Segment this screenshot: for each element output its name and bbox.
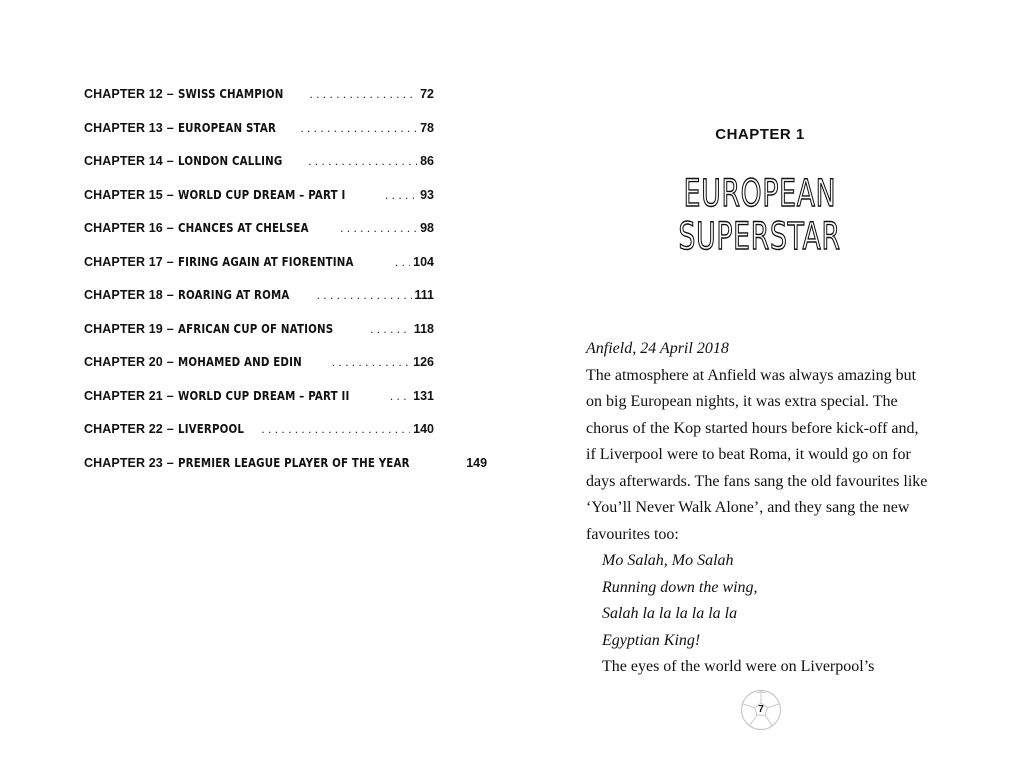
- toc-page-number: 118: [413, 321, 434, 336]
- toc-row-19: [84, 321, 434, 355]
- toc-chapter: CHAPTER 16: [84, 221, 163, 235]
- song-line: Egyptian King!: [602, 631, 701, 649]
- toc-title: CHANCES AT CHELSEA: [177, 220, 309, 235]
- page-number: 7: [758, 704, 764, 715]
- toc-row-21: [84, 388, 434, 422]
- toc-dash: –: [166, 254, 174, 269]
- toc-page-number: 111: [414, 288, 434, 302]
- toc-title: LIVERPOOL: [177, 421, 244, 436]
- toc-row-23: [84, 454, 488, 489]
- song-line: Mo Salah, Mo Salah: [602, 552, 734, 569]
- toc-dash: –: [166, 388, 174, 403]
- toc-leader-dots: [332, 355, 410, 369]
- toc-row-15: [84, 187, 434, 221]
- dateline: Anfield, 24 April 2018: [586, 340, 729, 357]
- toc-chapter: CHAPTER 14: [84, 154, 163, 168]
- toc-dash: –: [166, 321, 174, 336]
- chapter-body: [586, 336, 946, 681]
- toc-title: ROARING AT ROMA: [177, 287, 290, 302]
- toc-leader-dots: [370, 322, 411, 336]
- toc-page-number: 93: [420, 187, 434, 202]
- toc-page-number: 104: [413, 254, 434, 269]
- chapter-title-line-1: EUROPEAN: [683, 172, 837, 215]
- toc-dash: –: [166, 455, 174, 470]
- toc-chapter: CHAPTER 17: [84, 254, 163, 269]
- toc-dash: –: [166, 422, 174, 436]
- toc-title: AFRICAN CUP OF NATIONS: [177, 320, 334, 336]
- body-line: favourites too:: [586, 525, 679, 543]
- toc-page-number: 78: [420, 120, 434, 135]
- toc-row-17: [84, 254, 434, 288]
- toc-chapter: CHAPTER 18: [84, 288, 163, 302]
- body-line: ‘You’ll Never Walk Alone’, and they sang the new: [586, 499, 910, 516]
- toc-dash: –: [166, 288, 174, 302]
- toc-row-20: [84, 354, 434, 388]
- toc-title: SWISS CHAMPION: [177, 86, 284, 101]
- body-line: days afterwards. The fans sang the old favourites like: [586, 472, 928, 490]
- body-line: on big European nights, it was extra special. The: [586, 393, 898, 410]
- toc-title: EUROPEAN STAR: [177, 119, 276, 135]
- table-of-contents: [84, 86, 488, 488]
- toc-leader-dots: [300, 121, 417, 135]
- toc-leader-dots: [261, 422, 410, 436]
- toc-row-18: [84, 287, 434, 321]
- toc-row-22: [84, 421, 434, 455]
- toc-row-12: [84, 86, 434, 120]
- toc-title: LONDON CALLING: [177, 153, 283, 168]
- toc-row-13: [84, 120, 434, 154]
- toc-title: WORLD CUP DREAM – PART II: [177, 387, 350, 403]
- body-line: The eyes of the world were on Liverpool’s: [602, 658, 875, 675]
- body-line: if Liverpool were to beat Roma, it would go on for: [586, 446, 911, 463]
- toc-leader-dots: [340, 221, 417, 235]
- toc-leader-dots: [390, 389, 410, 403]
- toc-leader-dots: [309, 87, 417, 101]
- toc-chapter: CHAPTER 19: [84, 321, 163, 336]
- toc-page-number: 98: [420, 221, 434, 235]
- chapter-title: [586, 172, 934, 258]
- toc-chapter: CHAPTER 15: [84, 187, 163, 202]
- toc-title: WORLD CUP DREAM – PART I: [177, 186, 346, 202]
- chapter-label: CHAPTER 1: [715, 126, 805, 143]
- toc-chapter: CHAPTER 22: [84, 422, 163, 436]
- toc-page-number: 126: [413, 355, 434, 369]
- toc-leader-dots: [317, 288, 412, 302]
- toc-page-number: 72: [420, 87, 434, 101]
- toc-dash: –: [166, 221, 174, 235]
- toc-title: MOHAMED AND EDIN: [177, 354, 302, 369]
- toc-row-14: [84, 153, 434, 187]
- toc-dash: –: [166, 355, 174, 369]
- body-line: chorus of the Kop started hours before kick-off and,: [586, 419, 919, 437]
- toc-chapter: CHAPTER 20: [84, 355, 163, 369]
- toc-chapter: CHAPTER 12: [84, 87, 163, 101]
- toc-chapter: CHAPTER 21: [84, 388, 163, 403]
- toc-title: FIRING AGAIN AT FIORENTINA: [177, 253, 354, 269]
- toc-dash: –: [166, 120, 174, 135]
- chapter-title-line-2: SUPERSTAR: [678, 215, 842, 258]
- toc-title: PREMIER LEAGUE PLAYER OF THE YEAR: [177, 454, 410, 470]
- toc-page-number: 131: [413, 388, 434, 403]
- toc-page-number: 140: [413, 422, 434, 436]
- body-line: The atmosphere at Anfield was always amazing but: [586, 366, 917, 384]
- toc-leader-dots: [395, 255, 410, 269]
- page-folio: [740, 689, 782, 731]
- toc-dash: –: [166, 187, 174, 202]
- toc-chapter: CHAPTER 23: [84, 455, 163, 470]
- toc-dash: –: [166, 154, 174, 168]
- toc-dash: –: [166, 87, 174, 101]
- toc-leader-dots: [385, 188, 417, 202]
- toc-leader-dots: [308, 154, 417, 168]
- song-line: Salah la la la la la la: [602, 605, 738, 622]
- toc-page-number: 86: [420, 154, 434, 168]
- toc-row-16: [84, 220, 434, 254]
- song-line: Running down the wing,: [602, 578, 758, 596]
- toc-chapter: CHAPTER 13: [84, 120, 163, 135]
- toc-page-number: 149: [466, 455, 488, 470]
